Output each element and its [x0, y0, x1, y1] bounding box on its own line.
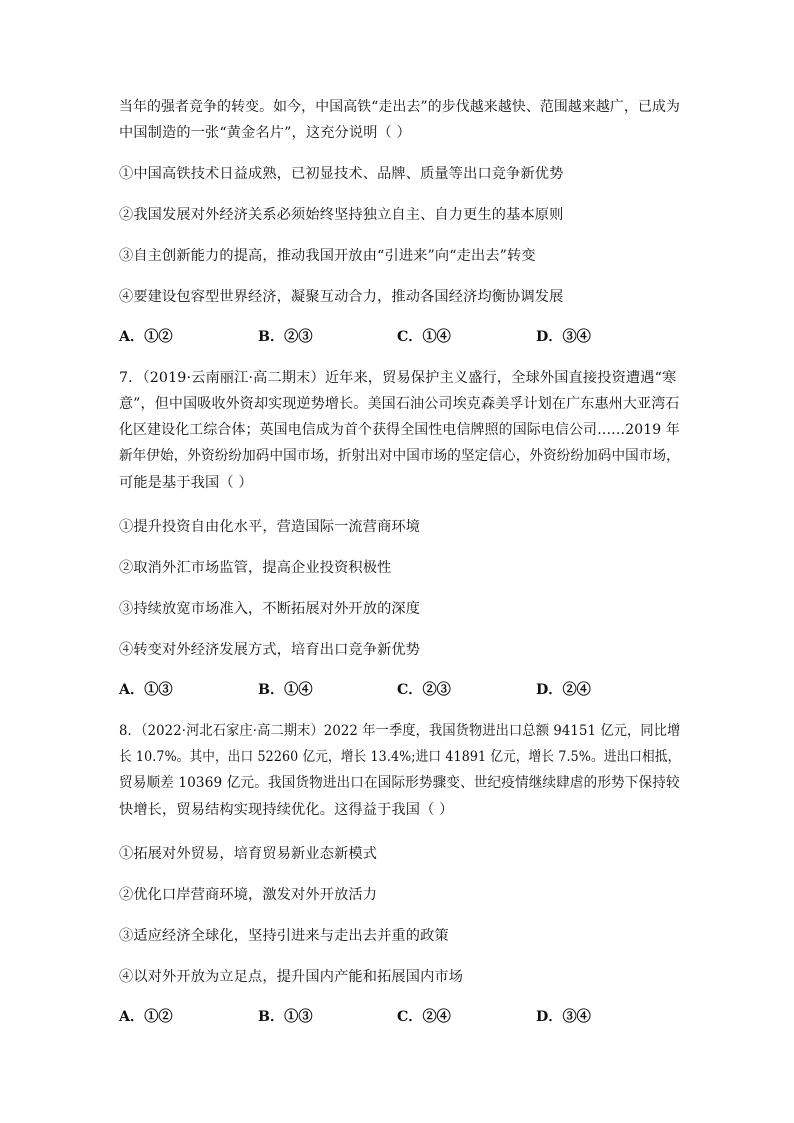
q8-option-d[interactable]: D．③④ — [536, 1009, 591, 1025]
q6-stem-line-2: 中国制造的一张“黄金名片”，这充分说明（ ） — [119, 125, 411, 141]
q6-statement-4: ④要建设包容型世界经济，凝聚互动合力，推动各国经济均衡协调发展 — [119, 289, 564, 305]
q7-stem-line-1: 7．（2019·云南丽江·高二期末）近年来，贸易保护主义盛行，全球外国直接投资遭遇“寒 — [119, 370, 677, 386]
q8-option-a[interactable]: A．①② — [119, 1009, 173, 1025]
q6-statement-2: ②我国发展对外经济关系必须始终坚持独立自主、自力更生的基本原则 — [119, 207, 564, 223]
q6-option-b[interactable]: B．②③ — [258, 329, 313, 345]
q8-stem-line-2: 长 10.7%。其中，出口 52260 亿元，增长 13.4%;进口 41891 亿元，增长 7.5%。进出口相抵， — [119, 749, 681, 765]
q8-stem-line-3: 贸易顺差 10369 亿元。我国货物进出口在国际形势骤变、世纪疫情继续肆虐的形势下保持较 — [119, 775, 680, 791]
q6-stem-line-1: 当年的强者竞争的转变。如今，中国高铁“走出去”的步伐越来越快、范围越来越广，已成为 — [119, 99, 681, 115]
q8-options — [119, 1007, 679, 1027]
q7-stem-line-3: 化区建设化工综合体；英国电信成为首个获得全国性电信牌照的国际电信公司……2019 年 — [119, 422, 680, 438]
q8-statement-1: ①拓展对外贸易，培育贸易新业态新模式 — [119, 846, 378, 862]
q7-option-a[interactable]: A．①③ — [119, 682, 173, 698]
q6-options — [119, 327, 679, 347]
q6-statement-3: ③自主创新能力的提高，推动我国开放由“引进来”向“走出去”转变 — [119, 248, 536, 264]
q8-statement-2: ②优化口岸营商环境，激发对外开放活力 — [119, 887, 378, 903]
q7-options — [119, 680, 679, 700]
q7-statement-2: ②取消外汇市场监管，提高企业投资积极性 — [119, 560, 392, 576]
q8-stem-line-4: 快增长，贸易结构实现持续优化。这得益于我国（ ） — [119, 802, 454, 818]
q7-stem-line-4: 新年伊始，外资纷纷加码中国市场，折射出对中国市场的坚定信心，外资纷纷加码中国市场， — [119, 448, 680, 464]
q7-stem-line-5: 可能是基于我国（ ） — [119, 475, 253, 491]
q6-statement-1: ①中国高铁技术日益成熟，已初显技术、品牌、质量等出口竞争新优势 — [119, 166, 564, 182]
q7-option-c[interactable]: C．②③ — [397, 682, 451, 698]
q8-statement-4: ④以对外开放为立足点，提升国内产能和拓展国内市场 — [119, 969, 464, 985]
q7-statement-3: ③持续放宽市场准入，不断拓展对外开放的深度 — [119, 601, 421, 617]
q7-statement-1: ①提升投资自由化水平，营造国际一流营商环境 — [119, 519, 421, 535]
q8-option-b[interactable]: B．①③ — [258, 1009, 313, 1025]
q6-option-a[interactable]: A．①② — [119, 329, 173, 345]
q7-option-d[interactable]: D．②④ — [536, 682, 591, 698]
q6-option-d[interactable]: D．③④ — [536, 329, 591, 345]
q6-option-c[interactable]: C．①④ — [397, 329, 451, 345]
q7-stem-line-2: 意”，但中国吸收外资却实现逆势增长。美国石油公司埃克森美孚计划在广东惠州大亚湾石 — [119, 396, 680, 412]
q7-statement-4: ④转变对外经济发展方式，培育出口竞争新优势 — [119, 642, 421, 658]
q7-option-b[interactable]: B．①④ — [258, 682, 313, 698]
q8-statement-3: ③适应经济全球化，坚持引进来与走出去并重的政策 — [119, 928, 449, 944]
q8-option-c[interactable]: C．②④ — [397, 1009, 451, 1025]
q8-stem-line-1: 8．（2022·河北石家庄·高二期末）2022 年一季度，我国货物进出口总额 94151 亿元，同比增 — [119, 723, 681, 739]
